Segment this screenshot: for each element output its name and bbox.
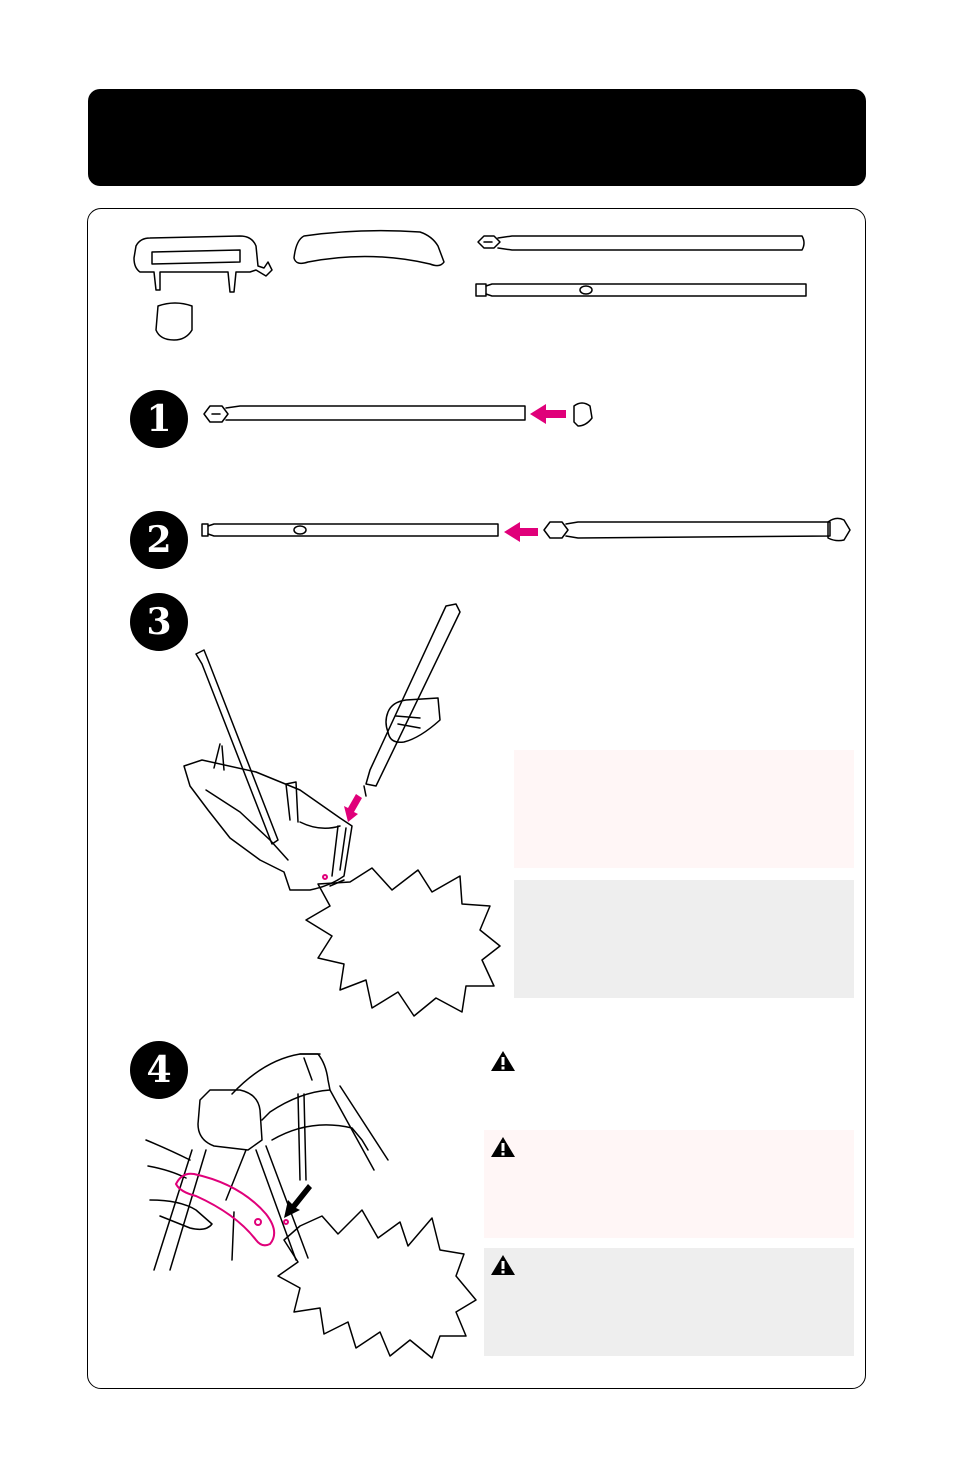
step4-pink-arm	[176, 1174, 274, 1246]
parts-tube-b	[476, 284, 806, 296]
warning-icon	[490, 1254, 516, 1276]
step-1-badge: 1	[130, 390, 188, 448]
step3-seat-assembly	[184, 604, 460, 890]
step-2-badge: 2	[130, 511, 188, 569]
step1-cap	[574, 403, 592, 426]
step-3-badge: 3	[130, 593, 188, 651]
arrow-left-icon	[530, 404, 566, 424]
warning-icon	[490, 1136, 516, 1158]
warning-icon	[490, 1050, 516, 1072]
step4-warning-box-grey	[484, 1248, 854, 1356]
parts-cap	[156, 303, 192, 340]
step1-tube	[204, 406, 525, 422]
step2-tube-right	[544, 518, 850, 540]
arrow-down-icon	[284, 1184, 312, 1218]
step3-callout-burst	[306, 868, 500, 1016]
step-4-badge: 4	[130, 1041, 188, 1099]
parts-tray-frame	[134, 236, 272, 292]
parts-tube-a	[478, 236, 804, 250]
parts-top-cover	[294, 231, 444, 266]
step3-note-box-grey	[514, 880, 854, 998]
step3-note-box-pink	[514, 750, 854, 868]
step4-callout-burst	[278, 1210, 476, 1358]
arrow-left-icon	[504, 522, 538, 542]
step4-warning-box-pink	[484, 1130, 854, 1238]
arrow-down-icon	[344, 794, 362, 822]
step2-tube-left	[202, 524, 498, 536]
